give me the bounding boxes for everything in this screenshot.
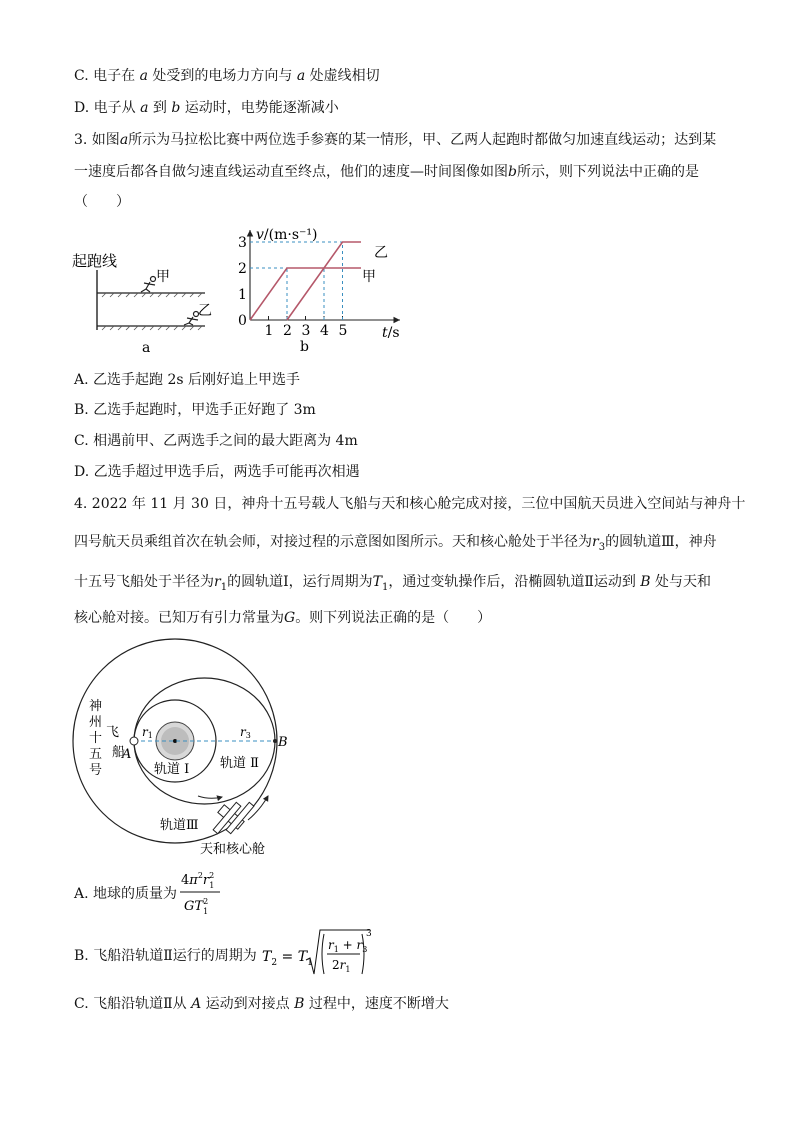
- shenzhou-char: 五: [89, 747, 103, 762]
- y-axis-label: v/(m·s⁻¹): [256, 227, 318, 243]
- q3-option-b: B. 乙选手起跑时，甲选手正好跑了 3m: [74, 402, 316, 418]
- svg-text:2r1: $2r_1$: [332, 958, 351, 974]
- r1-label: r1: [142, 725, 153, 740]
- shenzhou-char: 十: [89, 731, 103, 746]
- q4-stem-line3: 十五号飞船处于半径为$r_1$的圆轨道Ⅰ，运行周期为$T_1$，通过变轨操作后，沿椭圆轨道Ⅱ运动到 B 处与天和: [74, 574, 712, 593]
- runner-jia-icon: [141, 277, 156, 293]
- q4-stem-line1: 4. 2022 年 11 月 30 日，神舟十五号载人飞船与天和核心舱完成对接，三位中国航天员进入空间站与神舟十: [74, 496, 746, 512]
- svg-text:GT21: $GT^2$ 1: [184, 897, 209, 916]
- orbit-2-label: 轨道 Ⅱ: [220, 756, 259, 771]
- y-tick-label: 0: [238, 313, 247, 329]
- x-tick-label: 2: [283, 323, 292, 339]
- series-yi-label: 乙: [374, 245, 388, 261]
- q4-stem-line4: 核心舱对接。已知万有引力常量为G。则下列说法正确的是（ ）: [74, 610, 492, 626]
- x-tick-label: 5: [338, 323, 348, 339]
- series-jia-label: 甲: [362, 269, 376, 285]
- formula-period-t2: [258, 924, 378, 986]
- x-tick-label: 4: [320, 323, 329, 339]
- spacecraft-icon: [130, 737, 138, 745]
- svg-text:T2 = T1: $T_2 = T_1$: [262, 949, 313, 968]
- x-tick-label: 3: [301, 323, 311, 339]
- start-line-label: 起跑线: [72, 252, 118, 270]
- x-axis-label: t/s: [382, 325, 400, 341]
- shenzhou-label: [89, 698, 102, 778]
- q4-stem-line2: 四号航天员乘组首次在轨会师，对接过程的示意图如图所示。天和核心舱处于半径为$r_3$的圆轨道Ⅲ，神舟: [74, 534, 717, 553]
- q2-option-c: C. 电子在 a 处受到的电场力方向与 a 处虚线相切: [74, 68, 380, 84]
- svg-text:r1 + r3: $r_1 + r_3$: [328, 938, 368, 954]
- q3-stem-line2: 一速度后都各自做匀速直线运动直至终点，他们的速度—时间图像如图b所示，则下列说法中正确的是: [74, 164, 699, 180]
- orbit-2-arrow: [198, 796, 222, 798]
- formula-earth-mass: [178, 866, 228, 918]
- shenzhou-char: 州: [89, 715, 103, 730]
- q4-option-a: A. 地球的质量为: [74, 886, 178, 902]
- station-label: 天和核心舱: [200, 842, 266, 857]
- shenzhou-char: 神: [89, 699, 103, 714]
- figure-a-caption: a: [142, 340, 151, 356]
- y-tick-label: 3: [238, 235, 247, 251]
- track-lower-hatch: [102, 326, 202, 330]
- q3-option-d: D. 乙选手超过甲选手后，两选手可能再次相遇: [74, 464, 360, 480]
- q3-figure-b-chart: [230, 220, 410, 358]
- q4-orbit-figure: [70, 636, 310, 861]
- svg-text:4π2r21: $4\pi^2r^2$ 1: [181, 871, 215, 890]
- point-b-dot: [273, 739, 277, 743]
- q4-option-b: B. 飞船沿轨道Ⅱ运行的周期为: [74, 948, 257, 964]
- y-tick-label: 2: [238, 261, 247, 277]
- chuan-label: 船: [112, 745, 126, 760]
- point-b-label: B: [278, 735, 288, 750]
- q2-option-d: D. 电子从 a 到 b 运动时，电势能逐渐减小: [74, 100, 339, 116]
- y-tick-label: 1: [238, 287, 247, 303]
- shenzhou-char: 号: [89, 763, 103, 778]
- svg-text:3: 3: [366, 929, 372, 939]
- orbit-3-label: 轨道Ⅲ: [160, 818, 199, 833]
- q3-option-c: C. 相遇前甲、乙两选手之间的最大距离为 4m: [74, 433, 358, 449]
- q3-stem-line1: 3. 如图a所示为马拉松比赛中两位选手参赛的某一情形，甲、乙两人起跑时都做匀加速直线运动；达到某: [74, 132, 717, 148]
- runner-jia-label: 甲: [156, 269, 170, 285]
- space-station-icon: [213, 802, 254, 833]
- q4-option-c: C. 飞船沿轨道Ⅱ从 A 运动到对接点 B 过程中，速度不断增大: [74, 996, 449, 1012]
- track-upper-hatch: [102, 293, 202, 297]
- runner-yi-icon: [184, 312, 199, 326]
- q3-answer-paren: （ ）: [74, 194, 130, 210]
- fei-label: 飞: [106, 725, 120, 740]
- runner-yi-label: 乙: [198, 303, 212, 319]
- r3-label: r3: [240, 725, 251, 740]
- orbit-1-label: 轨道 Ⅰ: [154, 762, 190, 777]
- q3-option-a: A. 乙选手起跑 2s 后刚好追上甲选手: [74, 372, 301, 388]
- q3-figure-a: [70, 248, 220, 358]
- x-tick-label: 1: [264, 323, 274, 339]
- point-a-label: A: [122, 747, 132, 762]
- figure-b-caption: b: [300, 339, 309, 355]
